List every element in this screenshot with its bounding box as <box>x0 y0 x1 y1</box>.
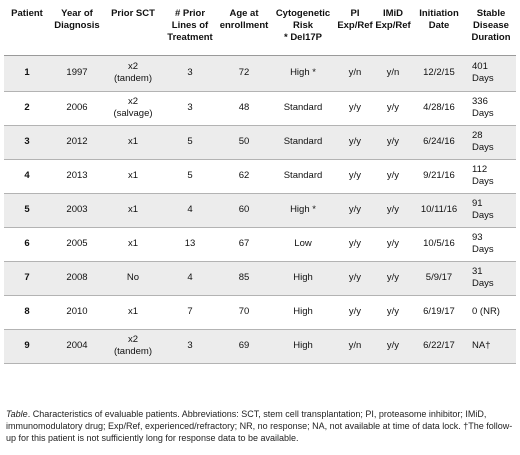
text-line: High <box>293 306 313 317</box>
text-line: Days <box>472 108 494 119</box>
text-line: High * <box>290 67 316 78</box>
cell-cytogenetic-risk <box>270 55 336 91</box>
text-line: Diagnosis <box>54 20 100 31</box>
cell-cytogenetic-risk <box>270 227 336 261</box>
cell-age <box>218 125 270 159</box>
text-line: Prior SCT <box>111 8 155 19</box>
cell-imid <box>374 295 412 329</box>
cell-prior-lines <box>162 91 218 125</box>
cell-imid <box>374 261 412 295</box>
text-line: 3 <box>24 136 30 147</box>
text-line: (salvage) <box>113 108 153 119</box>
text-line: y/y <box>348 102 362 113</box>
text-line: NA† <box>472 340 491 351</box>
text-line: Date <box>428 20 450 31</box>
header-pi <box>336 4 374 55</box>
text-line: Lines of <box>171 20 209 31</box>
table-body <box>4 55 516 363</box>
text-line: 2 <box>24 102 30 113</box>
patient-characteristics-table <box>4 4 516 364</box>
text-line: 48 <box>238 102 250 113</box>
table-row <box>4 261 516 295</box>
cell-age <box>218 159 270 193</box>
cell-stable-disease-duration <box>466 295 516 329</box>
cell-patient <box>4 193 50 227</box>
text-line: 5 <box>187 136 193 147</box>
text-line: Low <box>294 238 312 249</box>
text-line: Days <box>472 142 494 153</box>
text-line: High * <box>290 204 316 215</box>
cell-imid <box>374 55 412 91</box>
cell-cytogenetic-risk <box>270 329 336 363</box>
header-prior-lines <box>162 4 218 55</box>
text-line: Days <box>472 278 494 289</box>
cell-initiation-date <box>412 91 466 125</box>
cell-year-of-diagnosis <box>50 329 104 363</box>
table-header-row <box>4 4 516 55</box>
cell-prior-lines <box>162 329 218 363</box>
text-line: 2013 <box>66 170 88 181</box>
text-line: x2 <box>127 61 139 72</box>
cell-year-of-diagnosis <box>50 261 104 295</box>
text-line: 5 <box>24 204 30 215</box>
cell-pi <box>336 295 374 329</box>
cell-age <box>218 329 270 363</box>
cell-pi <box>336 55 374 91</box>
text-line: No <box>126 272 140 283</box>
cell-stable-disease-duration <box>466 329 516 363</box>
cell-stable-disease-duration <box>466 227 516 261</box>
cell-stable-disease-duration <box>466 125 516 159</box>
cell-initiation-date <box>412 261 466 295</box>
cell-imid <box>374 159 412 193</box>
text-line: Standard <box>283 102 323 113</box>
text-line: 13 <box>184 238 196 249</box>
text-line: Risk <box>292 20 314 31</box>
text-line: 7 <box>24 272 30 283</box>
text-line: y/y <box>348 170 362 181</box>
text-line: High <box>293 340 313 351</box>
text-line: Year of <box>61 8 93 19</box>
cell-stable-disease-duration <box>466 193 516 227</box>
table-row <box>4 125 516 159</box>
text-line: 9/21/16 <box>423 170 455 181</box>
text-line: y/y <box>386 306 400 317</box>
text-line: y/n <box>386 67 400 78</box>
text-line: 69 <box>238 340 250 351</box>
text-line: 2004 <box>66 340 88 351</box>
text-line: x1 <box>127 136 139 147</box>
cell-year-of-diagnosis <box>50 295 104 329</box>
cell-pi <box>336 193 374 227</box>
cell-imid <box>374 227 412 261</box>
text-line: 62 <box>238 170 250 181</box>
text-line: Treatment <box>167 32 213 43</box>
cell-prior-lines <box>162 261 218 295</box>
text-line: y/y <box>386 238 400 249</box>
text-line: 10/11/16 <box>420 204 458 215</box>
text-line: 50 <box>238 136 250 147</box>
text-line: enrollment <box>219 20 269 31</box>
table-row <box>4 227 516 261</box>
cell-cytogenetic-risk <box>270 125 336 159</box>
cell-prior-lines <box>162 227 218 261</box>
cell-prior-lines <box>162 159 218 193</box>
text-line: 4/28/16 <box>423 102 455 113</box>
cell-prior-sct <box>104 55 162 91</box>
table-row <box>4 159 516 193</box>
text-line: 5/9/17 <box>425 272 453 283</box>
caption-label: Table <box>6 409 28 419</box>
text-line: Cytogenetic <box>275 8 331 19</box>
text-line: y/y <box>386 204 400 215</box>
text-line: 2005 <box>66 238 88 249</box>
cell-imid <box>374 125 412 159</box>
cell-age <box>218 227 270 261</box>
text-line: y/y <box>348 272 362 283</box>
cell-patient <box>4 55 50 91</box>
text-line: 3 <box>187 340 193 351</box>
text-line: 2008 <box>66 272 88 283</box>
text-line: PI <box>350 8 360 19</box>
cell-prior-sct <box>104 295 162 329</box>
cell-pi <box>336 159 374 193</box>
text-line: Initiation <box>419 8 459 19</box>
text-line: Standard <box>283 170 323 181</box>
cell-prior-lines <box>162 125 218 159</box>
header-cytogenetic-risk <box>270 4 336 55</box>
text-line: Days <box>472 244 494 255</box>
cell-imid <box>374 91 412 125</box>
cell-cytogenetic-risk <box>270 193 336 227</box>
text-line: y/y <box>386 340 400 351</box>
cell-patient <box>4 227 50 261</box>
cell-age <box>218 295 270 329</box>
text-line: 72 <box>238 67 250 78</box>
cell-prior-lines <box>162 193 218 227</box>
cell-prior-sct <box>104 227 162 261</box>
text-line: 2010 <box>66 306 88 317</box>
cell-pi <box>336 227 374 261</box>
cell-patient <box>4 91 50 125</box>
text-line: 336 <box>472 96 488 107</box>
text-line: 70 <box>238 306 250 317</box>
cell-prior-sct <box>104 125 162 159</box>
text-line: 6/19/17 <box>423 306 455 317</box>
cell-initiation-date <box>412 55 466 91</box>
cell-prior-sct <box>104 159 162 193</box>
cell-initiation-date <box>412 329 466 363</box>
text-line: 2003 <box>66 204 88 215</box>
cell-stable-disease-duration <box>466 261 516 295</box>
text-line: 112 <box>472 164 488 175</box>
text-line: 3 <box>187 67 193 78</box>
header-prior-sct <box>104 4 162 55</box>
text-line: y/y <box>386 136 400 147</box>
text-line: Days <box>472 73 494 84</box>
cell-prior-lines <box>162 55 218 91</box>
header-patient <box>4 4 50 55</box>
text-line: y/y <box>348 136 362 147</box>
text-line: 60 <box>238 204 250 215</box>
text-line: * Del17P <box>283 32 323 43</box>
text-line: 85 <box>238 272 250 283</box>
cell-pi <box>336 91 374 125</box>
cell-patient <box>4 261 50 295</box>
table-row <box>4 193 516 227</box>
text-line: y/y <box>348 306 362 317</box>
text-line: # Prior <box>174 8 206 19</box>
text-line: y/y <box>348 204 362 215</box>
table-row <box>4 295 516 329</box>
header-year-of-diagnosis <box>50 4 104 55</box>
cell-imid <box>374 329 412 363</box>
text-line: x2 <box>127 334 139 345</box>
cell-stable-disease-duration <box>466 91 516 125</box>
text-line: 4 <box>187 272 193 283</box>
cell-age <box>218 193 270 227</box>
cell-pi <box>336 261 374 295</box>
text-line: 28 <box>472 130 483 141</box>
text-line: x1 <box>127 238 139 249</box>
cell-patient <box>4 125 50 159</box>
text-line: Exp/Ref <box>337 20 373 31</box>
text-line: Stable <box>476 8 506 19</box>
text-line: x1 <box>127 170 139 181</box>
cell-year-of-diagnosis <box>50 125 104 159</box>
cell-stable-disease-duration <box>466 159 516 193</box>
cell-patient <box>4 159 50 193</box>
text-line: x1 <box>127 204 139 215</box>
cell-initiation-date <box>412 295 466 329</box>
cell-patient <box>4 295 50 329</box>
text-line: y/n <box>348 340 362 351</box>
cell-pi <box>336 125 374 159</box>
text-line: Exp/Ref <box>375 20 411 31</box>
cell-initiation-date <box>412 193 466 227</box>
text-line: 1997 <box>66 67 88 78</box>
header-age <box>218 4 270 55</box>
text-line: IMiD <box>382 8 404 19</box>
cell-cytogenetic-risk <box>270 295 336 329</box>
text-line: 8 <box>24 306 30 317</box>
cell-year-of-diagnosis <box>50 55 104 91</box>
cell-stable-disease-duration <box>466 55 516 91</box>
table-row <box>4 55 516 91</box>
text-line: y/y <box>386 170 400 181</box>
text-line: 3 <box>187 102 193 113</box>
text-line: 91 <box>472 198 483 209</box>
text-line: 5 <box>187 170 193 181</box>
cell-prior-lines <box>162 295 218 329</box>
cell-year-of-diagnosis <box>50 227 104 261</box>
cell-imid <box>374 193 412 227</box>
text-line: y/n <box>348 67 362 78</box>
text-line: 6/22/17 <box>423 340 455 351</box>
cell-initiation-date <box>412 125 466 159</box>
cell-cytogenetic-risk <box>270 91 336 125</box>
text-line: 2006 <box>66 102 88 113</box>
text-line: Disease <box>473 20 509 31</box>
text-line: Age at <box>229 8 259 19</box>
header-imid <box>374 4 412 55</box>
text-line: x1 <box>127 306 139 317</box>
text-line: 31 <box>472 266 483 277</box>
text-line: 4 <box>24 170 30 181</box>
cell-year-of-diagnosis <box>50 159 104 193</box>
cell-age <box>218 261 270 295</box>
text-line: (tandem) <box>113 73 152 84</box>
cell-age <box>218 55 270 91</box>
cell-age <box>218 91 270 125</box>
text-line: High <box>293 272 313 283</box>
text-line: 4 <box>187 204 193 215</box>
text-line: (tandem) <box>113 346 152 357</box>
text-line: 2012 <box>66 136 88 147</box>
text-line: Patient <box>11 8 43 19</box>
cell-cytogenetic-risk <box>270 261 336 295</box>
text-line: y/y <box>386 102 400 113</box>
text-line: 0 (NR) <box>472 306 500 317</box>
text-line: 7 <box>187 306 193 317</box>
text-line: x2 <box>127 96 139 107</box>
text-line: Duration <box>471 32 511 43</box>
text-line: y/y <box>386 272 400 283</box>
cell-initiation-date <box>412 159 466 193</box>
cell-cytogenetic-risk <box>270 159 336 193</box>
text-line: 67 <box>238 238 250 249</box>
text-line: 10/5/16 <box>423 238 455 249</box>
cell-prior-sct <box>104 261 162 295</box>
text-line: 1 <box>24 67 30 78</box>
header-stable-disease-duration <box>466 4 516 55</box>
text-line: Days <box>472 210 494 221</box>
text-line: y/y <box>348 238 362 249</box>
table-caption <box>6 408 516 444</box>
cell-initiation-date <box>412 227 466 261</box>
text-line: 9 <box>24 340 30 351</box>
cell-pi <box>336 329 374 363</box>
table-row <box>4 91 516 125</box>
text-line: Days <box>472 176 494 187</box>
text-line: 6/24/16 <box>423 136 455 147</box>
text-line: Standard <box>283 136 323 147</box>
caption-text: . Characteristics of evaluable patients. Abbreviations: SCT, stem cell transplantation; PI, proteasome inhibitor; IMiD, immunomodulatory drug; Exp/Ref, experienced/refractory; NR, no response; NA, not available at time of data lock. †The follow-up for this patient is not sufficiently long for response data to be available. <box>6 409 513 443</box>
text-line: 401 <box>472 61 488 72</box>
text-line: 93 <box>472 232 483 243</box>
cell-prior-sct <box>104 91 162 125</box>
text-line: 12/2/15 <box>423 67 455 78</box>
cell-prior-sct <box>104 193 162 227</box>
text-line: 6 <box>24 238 30 249</box>
table-row <box>4 329 516 363</box>
cell-prior-sct <box>104 329 162 363</box>
cell-patient <box>4 329 50 363</box>
cell-year-of-diagnosis <box>50 193 104 227</box>
header-initiation-date <box>412 4 466 55</box>
cell-year-of-diagnosis <box>50 91 104 125</box>
